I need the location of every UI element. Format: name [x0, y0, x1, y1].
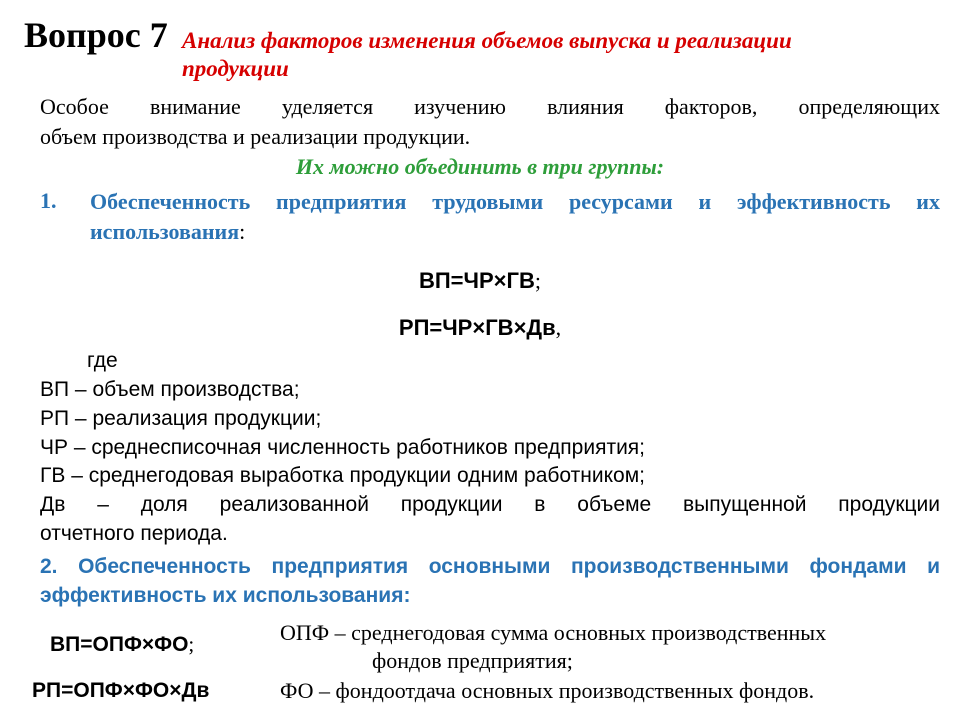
- groups-heading: Их можно объединить в три группы:: [295, 154, 665, 179]
- formula-vp-fixed-assets-punct: ;: [188, 632, 195, 656]
- item1-heading: Обеспеченность предприятия трудовыми ресурсами и эффективность их использования: [90, 189, 940, 244]
- legend-opf-line-1: ОПФ – среднегодовая сумма основных производственных: [280, 620, 827, 645]
- intro-line-1: Особое внимание уделяется изучению влияния факторов, определяющих: [40, 94, 940, 119]
- legend-fo: ФО – фондоотдача основных производственных фондов.: [280, 678, 815, 703]
- definition-vp: ВП – объем производства;: [40, 378, 300, 401]
- formula-rp-fixed-assets: РП=ОПФ×ФО×Дв: [32, 679, 210, 702]
- formula-rp-labor: [0, 313, 960, 343]
- question-topic: [182, 27, 792, 83]
- definition-chr: ЧР – среднесписочная численность работников предприятия;: [40, 436, 646, 459]
- intro-line-2: объем производства и реализации продукции.: [40, 124, 471, 149]
- item1-colon: :: [239, 219, 246, 244]
- where-label: где: [87, 349, 118, 372]
- topic-line-2: продукции: [182, 56, 289, 81]
- item1-text: [90, 187, 940, 247]
- definition-dv-line-1: Дв – доля реализованной продукции в объеме выпущенной продукции: [40, 493, 940, 516]
- definition-rp: РП – реализация продукции;: [40, 407, 322, 430]
- formula-vp-labor-text: ВП=ЧР×ГВ: [418, 268, 535, 293]
- formula-vp-fixed-assets: [50, 630, 194, 659]
- item1-number: 1.: [40, 188, 57, 213]
- topic-line-1: Анализ факторов изменения объемов выпуска и реализации: [182, 28, 792, 53]
- item2-heading: 2. Обеспеченность предприятия основными производственными фондами и эффективность их использования:: [40, 555, 940, 607]
- definition-gv: ГВ – среднегодовая выработка продукции одним работником;: [40, 464, 645, 487]
- formula-vp-labor-punct: ;: [534, 268, 541, 293]
- formula-vp-fixed-assets-text: ВП=ОПФ×ФО: [50, 633, 189, 656]
- formula-rp-labor-punct: ,: [555, 315, 562, 340]
- legend-opf-line-2: фондов предприятия;: [372, 648, 573, 673]
- formula-rp-labor-text: РП=ЧР×ГВ×Дв: [398, 315, 556, 340]
- definition-dv-line-2: отчетного периода.: [40, 522, 228, 545]
- question-number: Вопрос 7: [24, 15, 168, 55]
- formula-vp-labor: [0, 266, 960, 296]
